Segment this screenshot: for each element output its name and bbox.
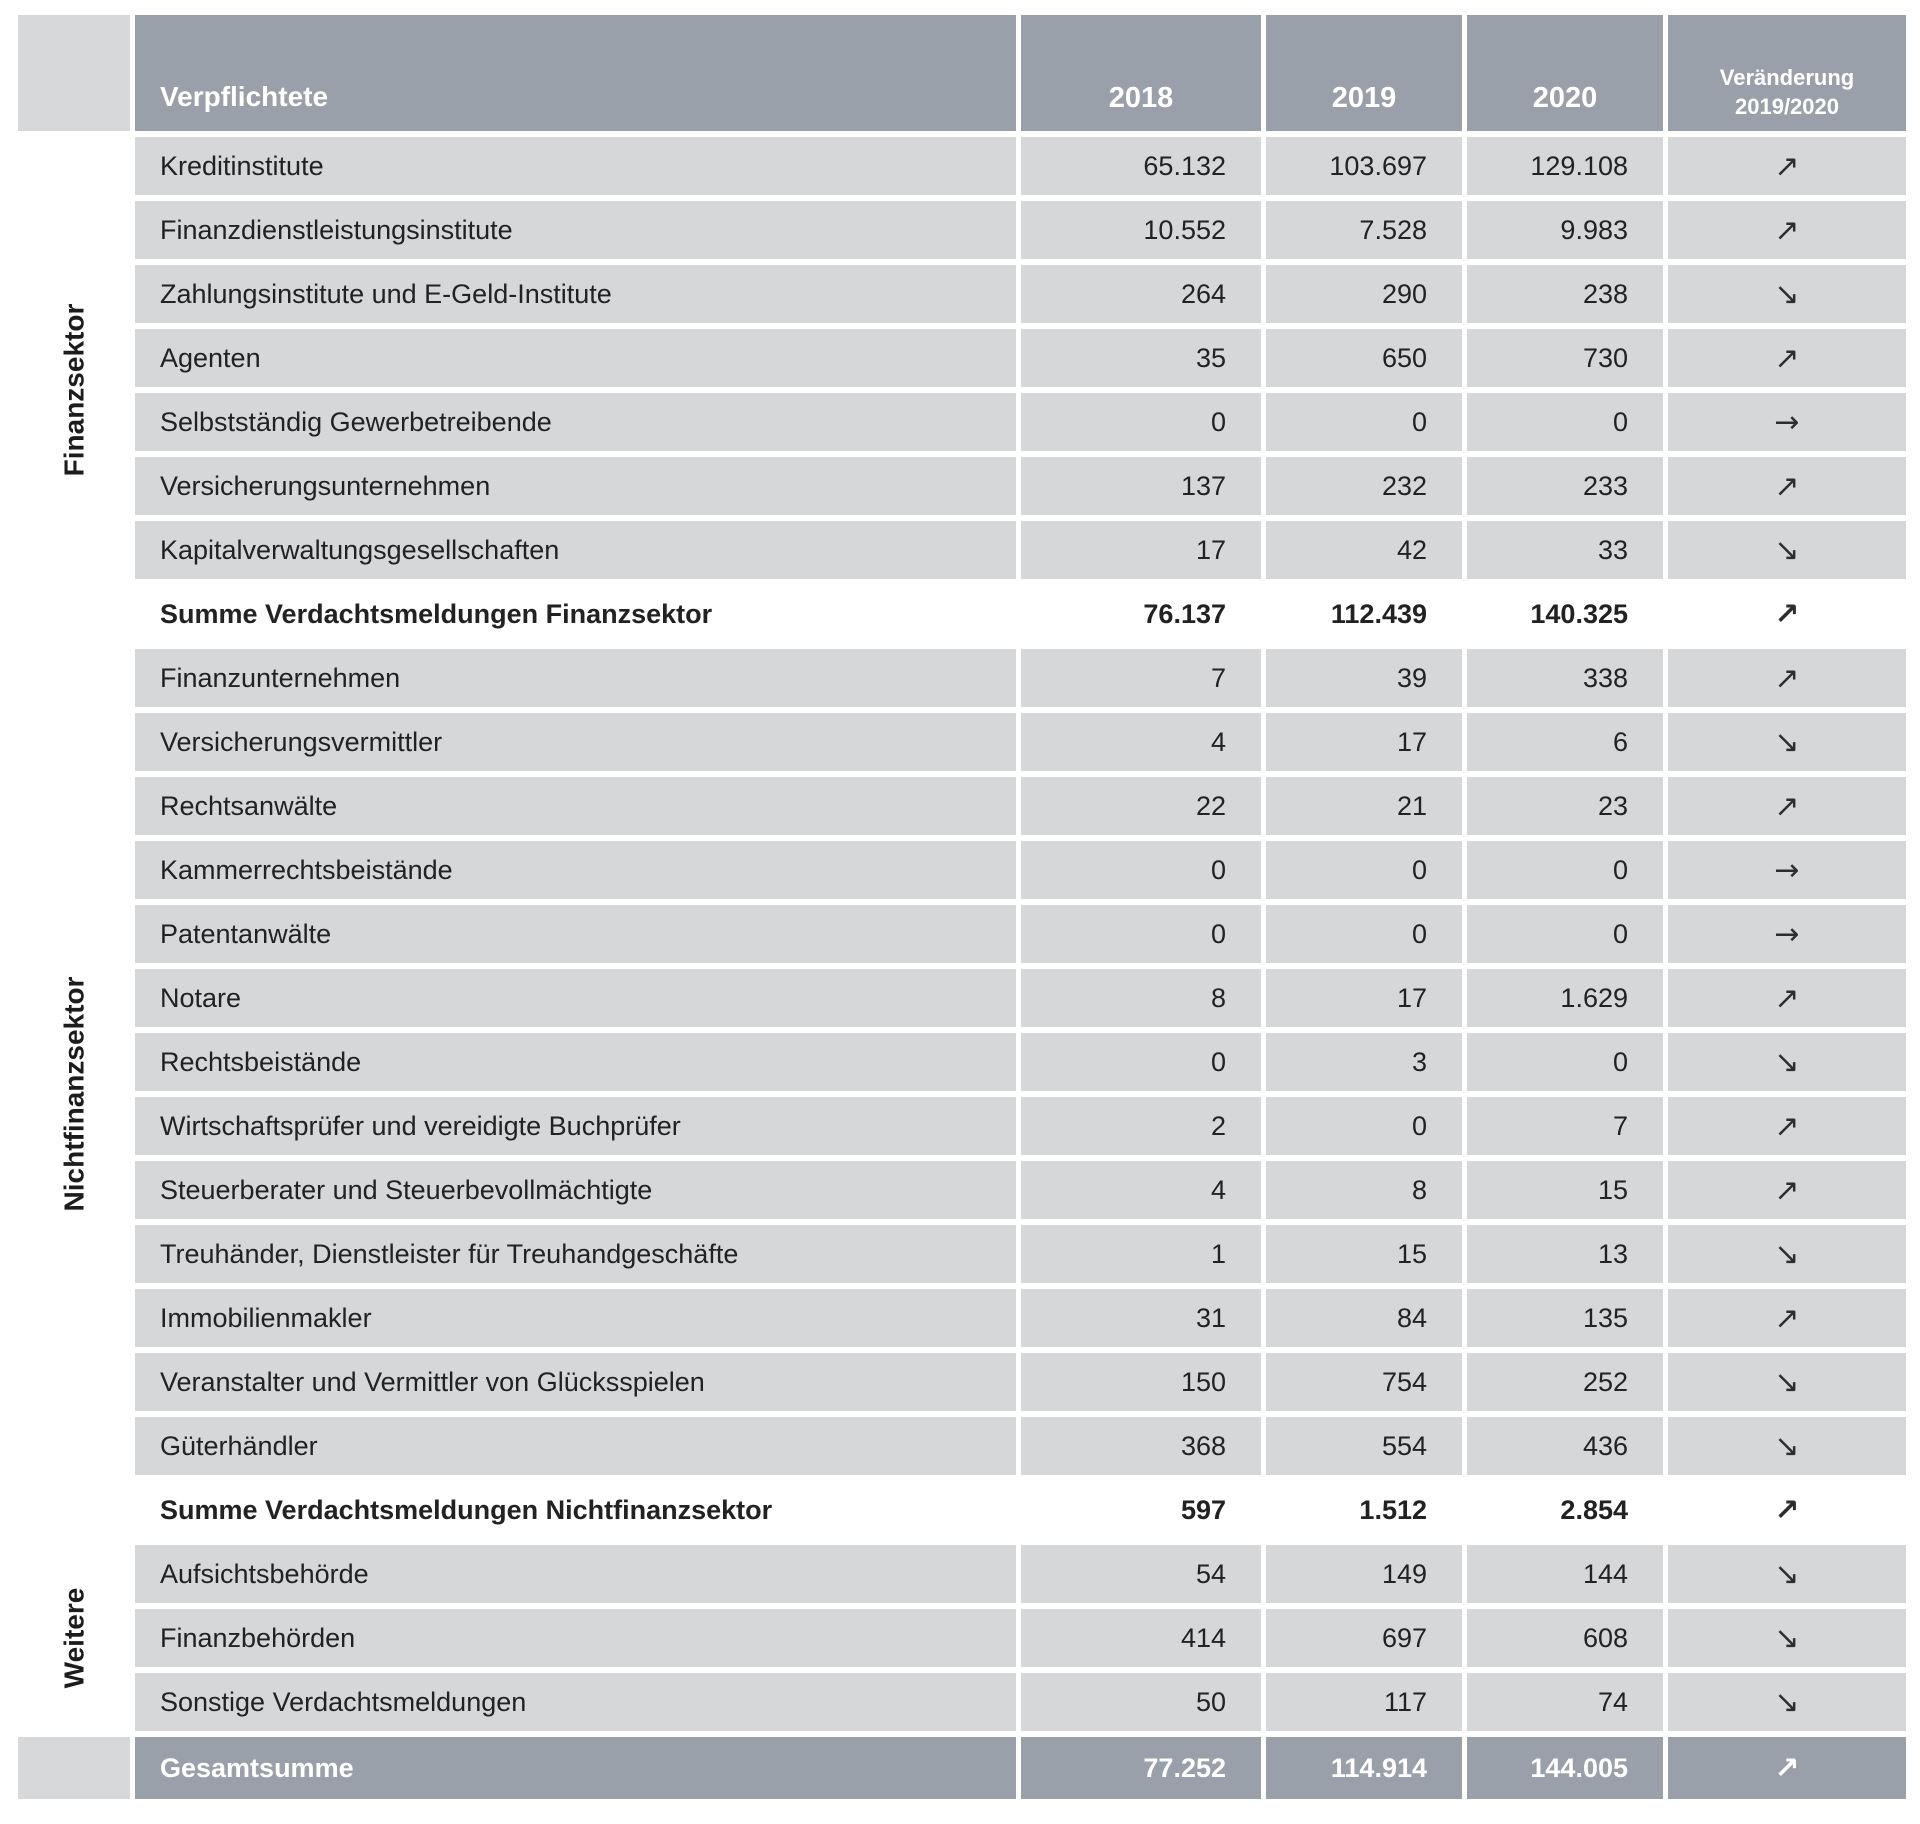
- row-label: Kammerrechtsbeistände: [135, 841, 1016, 899]
- row-group-label-nichtfinanzsektor: Nichtfinanzsektor: [18, 649, 130, 1539]
- row-label: Rechtsanwälte: [135, 777, 1016, 835]
- value-2018: 414: [1021, 1609, 1261, 1667]
- row-group-label-weitere: Weitere: [18, 1545, 130, 1731]
- trend-up-icon: ↗: [1668, 329, 1906, 387]
- column-header-2018: 2018: [1021, 15, 1261, 131]
- value-2019: 232: [1266, 457, 1462, 515]
- value-2020: 15: [1467, 1161, 1663, 1219]
- value-2020: 144.005: [1467, 1737, 1663, 1799]
- column-header-change-2019-2020: [1668, 15, 1906, 131]
- value-2019: 149: [1266, 1545, 1462, 1603]
- value-2018: 50: [1021, 1673, 1261, 1731]
- value-2018: 22: [1021, 777, 1261, 835]
- value-2018: 150: [1021, 1353, 1261, 1411]
- row-label: Zahlungsinstitute und E-Geld-Institute: [135, 265, 1016, 323]
- value-2020: 0: [1467, 393, 1663, 451]
- row-label: Gesamtsumme: [135, 1737, 1016, 1799]
- value-2018: 264: [1021, 265, 1261, 323]
- value-2020: 338: [1467, 649, 1663, 707]
- row-label: Steuerberater und Steuerbevollmächtigte: [135, 1161, 1016, 1219]
- trend-down-icon: ↘: [1668, 1609, 1906, 1667]
- trend-flat-icon: →: [1668, 393, 1906, 451]
- column-header-2019: 2019: [1266, 15, 1462, 131]
- trend-down-icon: ↘: [1668, 1545, 1906, 1603]
- value-2019: 8: [1266, 1161, 1462, 1219]
- value-2019: 3: [1266, 1033, 1462, 1091]
- value-2019: 84: [1266, 1289, 1462, 1347]
- value-2018: 4: [1021, 1161, 1261, 1219]
- row-label: Versicherungsunternehmen: [135, 457, 1016, 515]
- trend-down-icon: ↘: [1668, 1353, 1906, 1411]
- value-2018: 31: [1021, 1289, 1261, 1347]
- trend-down-icon: ↘: [1668, 1417, 1906, 1475]
- value-2020: 23: [1467, 777, 1663, 835]
- row-label: Aufsichtsbehörde: [135, 1545, 1016, 1603]
- row-label: Versicherungsvermittler: [135, 713, 1016, 771]
- value-2020: 140.325: [1467, 585, 1663, 643]
- value-2018: 1: [1021, 1225, 1261, 1283]
- trend-up-icon: ↗: [1668, 1097, 1906, 1155]
- row-label: Agenten: [135, 329, 1016, 387]
- trend-up-icon: ↗: [1668, 1289, 1906, 1347]
- column-header-verpflichtete: Verpflichtete: [135, 15, 1016, 131]
- corner-cell-bottom: [18, 1737, 130, 1799]
- row-label: Finanzbehörden: [135, 1609, 1016, 1667]
- trend-up-icon: ↗: [1668, 777, 1906, 835]
- value-2018: 76.137: [1021, 585, 1261, 643]
- value-2019: 21: [1266, 777, 1462, 835]
- value-2020: 1.629: [1467, 969, 1663, 1027]
- value-2020: 74: [1467, 1673, 1663, 1731]
- trend-up-icon: ↗: [1668, 137, 1906, 195]
- value-2018: 7: [1021, 649, 1261, 707]
- row-label: Summe Verdachtsmeldungen Finanzsektor: [135, 585, 1016, 643]
- value-2019: 42: [1266, 521, 1462, 579]
- value-2018: 597: [1021, 1481, 1261, 1539]
- value-2018: 0: [1021, 1033, 1261, 1091]
- corner-cell-top: [18, 15, 130, 131]
- value-2018: 17: [1021, 521, 1261, 579]
- row-label: Finanzunternehmen: [135, 649, 1016, 707]
- row-label: Finanzdienstleistungsinstitute: [135, 201, 1016, 259]
- value-2018: 0: [1021, 841, 1261, 899]
- row-group-label-finanzsektor: Finanzsektor: [18, 137, 130, 643]
- trend-down-icon: ↘: [1668, 265, 1906, 323]
- value-2019: 754: [1266, 1353, 1462, 1411]
- trend-up-icon: ↗: [1668, 1737, 1906, 1799]
- value-2019: 15: [1266, 1225, 1462, 1283]
- value-2019: 1.512: [1266, 1481, 1462, 1539]
- value-2019: 0: [1266, 841, 1462, 899]
- value-2020: 7: [1467, 1097, 1663, 1155]
- row-label: Immobilienmakler: [135, 1289, 1016, 1347]
- value-2019: 554: [1266, 1417, 1462, 1475]
- value-2020: 129.108: [1467, 137, 1663, 195]
- trend-up-icon: ↗: [1668, 1481, 1906, 1539]
- row-label: Güterhändler: [135, 1417, 1016, 1475]
- row-label: Selbstständig Gewerbetreibende: [135, 393, 1016, 451]
- row-label: Summe Verdachtsmeldungen Nichtfinanzsektor: [135, 1481, 1016, 1539]
- row-label: Notare: [135, 969, 1016, 1027]
- value-2019: 117: [1266, 1673, 1462, 1731]
- value-2019: 290: [1266, 265, 1462, 323]
- value-2020: 436: [1467, 1417, 1663, 1475]
- row-label: Kreditinstitute: [135, 137, 1016, 195]
- value-2018: 65.132: [1021, 137, 1261, 195]
- value-2019: 650: [1266, 329, 1462, 387]
- trend-up-icon: ↗: [1668, 1161, 1906, 1219]
- row-label: Wirtschaftsprüfer und vereidigte Buchprüfer: [135, 1097, 1016, 1155]
- value-2018: 2: [1021, 1097, 1261, 1155]
- value-2018: 35: [1021, 329, 1261, 387]
- value-2018: 8: [1021, 969, 1261, 1027]
- trend-down-icon: ↘: [1668, 1033, 1906, 1091]
- row-label: Sonstige Verdachtsmeldungen: [135, 1673, 1016, 1731]
- change-header-line1: Veränderung: [1719, 64, 1855, 90]
- trend-down-icon: ↘: [1668, 713, 1906, 771]
- column-header-2020: 2020: [1467, 15, 1663, 131]
- value-2019: 39: [1266, 649, 1462, 707]
- value-2019: 17: [1266, 969, 1462, 1027]
- value-2019: 0: [1266, 905, 1462, 963]
- value-2019: 103.697: [1266, 137, 1462, 195]
- value-2020: 608: [1467, 1609, 1663, 1667]
- value-2019: 17: [1266, 713, 1462, 771]
- value-2019: 7.528: [1266, 201, 1462, 259]
- value-2020: 33: [1467, 521, 1663, 579]
- change-header-line2: 2019/2020: [1735, 93, 1839, 119]
- value-2018: 368: [1021, 1417, 1261, 1475]
- trend-down-icon: ↘: [1668, 1673, 1906, 1731]
- value-2020: 238: [1467, 265, 1663, 323]
- value-2020: 6: [1467, 713, 1663, 771]
- value-2020: 13: [1467, 1225, 1663, 1283]
- value-2018: 54: [1021, 1545, 1261, 1603]
- value-2020: 252: [1467, 1353, 1663, 1411]
- value-2020: 0: [1467, 841, 1663, 899]
- value-2020: 0: [1467, 905, 1663, 963]
- value-2019: 0: [1266, 393, 1462, 451]
- trend-up-icon: ↗: [1668, 969, 1906, 1027]
- value-2019: 697: [1266, 1609, 1462, 1667]
- value-2018: 10.552: [1021, 201, 1261, 259]
- row-label: Patentanwälte: [135, 905, 1016, 963]
- value-2020: 0: [1467, 1033, 1663, 1091]
- value-2018: 0: [1021, 393, 1261, 451]
- value-2019: 112.439: [1266, 585, 1462, 643]
- row-label: Veranstalter und Vermittler von Glücksspielen: [135, 1353, 1016, 1411]
- trend-flat-icon: →: [1668, 841, 1906, 899]
- value-2020: 730: [1467, 329, 1663, 387]
- row-label: Treuhänder, Dienstleister für Treuhandgeschäfte: [135, 1225, 1016, 1283]
- trend-up-icon: ↗: [1668, 457, 1906, 515]
- value-2018: 0: [1021, 905, 1261, 963]
- value-2020: 233: [1467, 457, 1663, 515]
- trend-down-icon: ↘: [1668, 1225, 1906, 1283]
- value-2018: 77.252: [1021, 1737, 1261, 1799]
- value-2020: 135: [1467, 1289, 1663, 1347]
- trend-down-icon: ↘: [1668, 521, 1906, 579]
- trend-up-icon: ↗: [1668, 649, 1906, 707]
- value-2019: 0: [1266, 1097, 1462, 1155]
- value-2019: 114.914: [1266, 1737, 1462, 1799]
- value-2020: 9.983: [1467, 201, 1663, 259]
- trend-up-icon: ↗: [1668, 201, 1906, 259]
- value-2020: 144: [1467, 1545, 1663, 1603]
- trend-up-icon: ↗: [1668, 585, 1906, 643]
- value-2018: 137: [1021, 457, 1261, 515]
- value-2020: 2.854: [1467, 1481, 1663, 1539]
- row-label: Kapitalverwaltungsgesellschaften: [135, 521, 1016, 579]
- obligated-parties-table: [18, 15, 1920, 1799]
- trend-flat-icon: →: [1668, 905, 1906, 963]
- row-label: Rechtsbeistände: [135, 1033, 1016, 1091]
- value-2018: 4: [1021, 713, 1261, 771]
